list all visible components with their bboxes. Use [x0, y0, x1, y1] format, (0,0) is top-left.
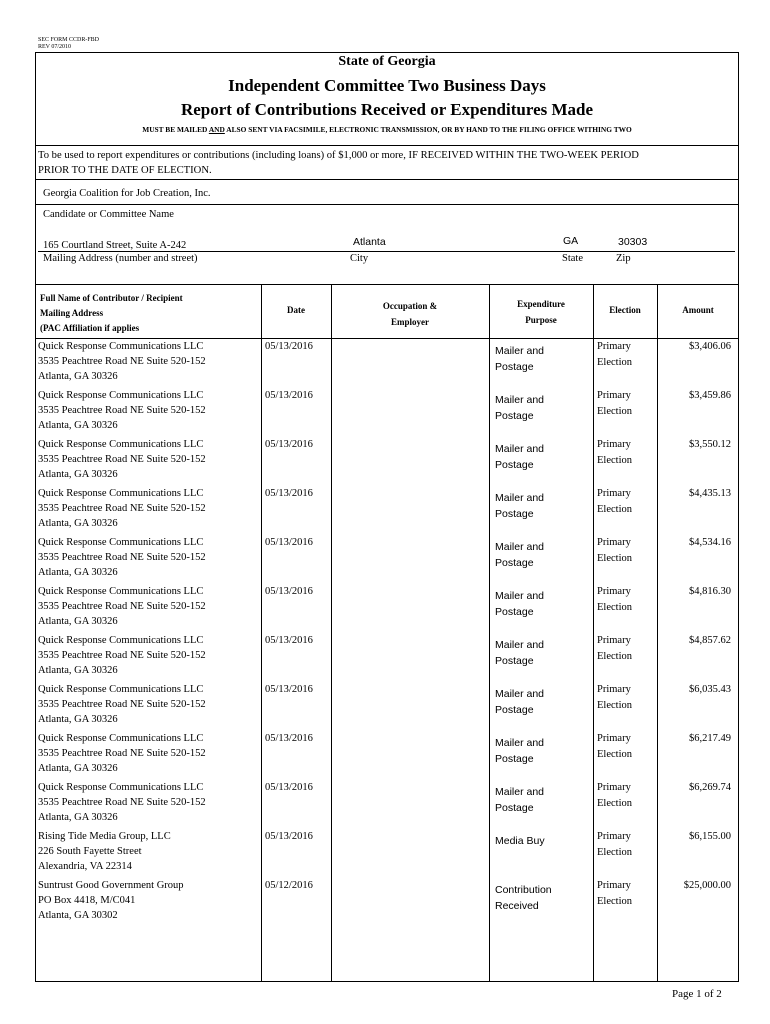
expenditure-purpose-1: Contribution	[495, 884, 552, 896]
expenditure-purpose-2: Postage	[495, 459, 534, 471]
notice-post: ALSO SENT VIA FACSIMILE, ELECTRONIC TRANSMISSION, OR BY HAND TO THE FILING OFFICE WITHING TWO	[224, 125, 632, 134]
election-1: Primary	[597, 831, 631, 842]
recipient-address-1: PO Box 4418, M/C041	[38, 895, 136, 906]
recipient-address-1: 3535 Peachtree Road NE Suite 520-152	[38, 503, 206, 514]
expenditure-date: 05/13/2016	[265, 341, 313, 352]
recipient-address-2: Atlanta, GA 30326	[38, 567, 118, 578]
election-1: Primary	[597, 439, 631, 450]
amount: $6,155.00	[689, 831, 731, 842]
expenditure-date: 05/13/2016	[265, 537, 313, 548]
expenditure-date: 05/13/2016	[265, 831, 313, 842]
amount: $6,269.74	[689, 782, 731, 793]
table-row	[35, 633, 739, 682]
mailing-street: 165 Courtland Street, Suite A-242	[43, 240, 187, 251]
recipient-name: Quick Response Communications LLC	[38, 488, 204, 499]
recipient-address-2: Atlanta, GA 30326	[38, 812, 118, 823]
expenditure-purpose-2: Postage	[495, 557, 534, 569]
table-row	[35, 437, 739, 486]
amount: $3,550.12	[689, 439, 731, 450]
header-election: Election	[609, 305, 641, 315]
header-contributor-line1: Full Name of Contributor / Recipient	[40, 293, 183, 303]
recipient-address-2: Atlanta, GA 30326	[38, 665, 118, 676]
header-contributor-line3: (PAC Affiliation if applies	[40, 323, 140, 333]
expenditure-purpose-2: Postage	[495, 508, 534, 520]
election-1: Primary	[597, 782, 631, 793]
recipient-name: Quick Response Communications LLC	[38, 439, 204, 450]
expenditure-purpose-1: Mailer and	[495, 590, 545, 602]
recipient-address-1: 3535 Peachtree Road NE Suite 520-152	[38, 552, 206, 563]
table-row	[35, 780, 739, 829]
address-underline	[38, 251, 735, 252]
election-1: Primary	[597, 488, 631, 499]
expenditure-purpose-2: Postage	[495, 606, 534, 618]
notice-pre: MUST BE MAILED	[142, 125, 209, 134]
amount: $3,459.86	[689, 390, 731, 401]
recipient-name: Quick Response Communications LLC	[38, 635, 204, 646]
divider	[35, 145, 739, 146]
election-1: Primary	[597, 880, 631, 891]
header-occupation-line1: Occupation &	[382, 301, 438, 311]
recipient-address-1: 3535 Peachtree Road NE Suite 520-152	[38, 601, 206, 612]
election-1: Primary	[597, 537, 631, 548]
recipient-name: Quick Response Communications LLC	[38, 586, 204, 597]
header-contributor	[40, 291, 183, 336]
expenditure-purpose-1: Mailer and	[495, 688, 545, 700]
amount: $6,217.49	[689, 733, 731, 744]
amount: $25,000.00	[683, 880, 731, 891]
form-id-line1: SEC FORM CCDR-FBD	[38, 37, 100, 43]
expenditure-date: 05/13/2016	[265, 684, 313, 695]
amount: $4,816.30	[689, 586, 731, 597]
form-id-line2: REV 07/2010	[38, 44, 72, 50]
form-title-2: Report of Contributions Received or Expenditures Made	[180, 100, 594, 119]
header-occupation-line2: Employer	[391, 317, 429, 327]
divider	[35, 179, 739, 180]
recipient-address-1: 3535 Peachtree Road NE Suite 520-152	[38, 405, 206, 416]
recipient-address-2: Atlanta, GA 30326	[38, 469, 118, 480]
expenditure-purpose-1: Media Buy	[495, 835, 545, 847]
expenditure-date: 05/13/2016	[265, 586, 313, 597]
filing-notice	[35, 125, 739, 134]
election-2: Election	[597, 847, 632, 858]
election-2: Election	[597, 651, 632, 662]
recipient-address-1: 3535 Peachtree Road NE Suite 520-152	[38, 650, 206, 661]
expenditure-purpose-1: Mailer and	[495, 492, 545, 504]
purpose-line-2: PRIOR TO THE DATE OF ELECTION.	[38, 165, 212, 176]
election-1: Primary	[597, 684, 631, 695]
expenditure-purpose-1: Mailer and	[495, 394, 545, 406]
mailing-zip: 30303	[618, 236, 648, 248]
election-2: Election	[597, 504, 632, 515]
amount: $4,534.16	[689, 537, 731, 548]
expenditure-date: 05/13/2016	[265, 488, 313, 499]
expenditure-date: 05/12/2016	[265, 880, 313, 891]
committee-name-label: Candidate or Committee Name	[43, 209, 174, 220]
form-title-1: Independent Committee Two Business Days	[228, 76, 546, 95]
recipient-name: Quick Response Communications LLC	[38, 537, 204, 548]
recipient-name: Quick Response Communications LLC	[38, 390, 204, 401]
table-row	[35, 682, 739, 731]
expenditure-purpose-2: Postage	[495, 704, 534, 716]
recipient-name: Quick Response Communications LLC	[38, 782, 204, 793]
recipient-address-1: 3535 Peachtree Road NE Suite 520-152	[38, 699, 206, 710]
mailing-state-label: State	[562, 253, 583, 264]
expenditure-purpose-1: Mailer and	[495, 737, 545, 749]
recipient-address-1: 226 South Fayette Street	[38, 846, 142, 857]
recipient-address-2: Atlanta, GA 30302	[38, 910, 118, 921]
table-row	[35, 535, 739, 584]
election-2: Election	[597, 357, 632, 368]
election-2: Election	[597, 602, 632, 613]
header-purpose-line2: Purpose	[525, 315, 557, 325]
recipient-address-1: 3535 Peachtree Road NE Suite 520-152	[38, 454, 206, 465]
recipient-address-1: 3535 Peachtree Road NE Suite 520-152	[38, 356, 206, 367]
election-2: Election	[597, 700, 632, 711]
recipient-address-2: Atlanta, GA 30326	[38, 616, 118, 627]
header-occupation	[331, 298, 489, 330]
mailing-street-label: Mailing Address (number and street)	[43, 253, 198, 264]
header-amount: Amount	[682, 305, 714, 315]
committee-name: Georgia Coalition for Job Creation, Inc.	[43, 188, 211, 199]
purpose-line-1: To be used to report expenditures or contributions (including loans) of $1,000 or more, IF RECEIVED WITHIN THE TWO-WEEK PERIOD	[38, 150, 639, 161]
notice-and: AND	[208, 125, 225, 134]
header-purpose-line1: Expenditure	[517, 299, 565, 309]
recipient-address-2: Atlanta, GA 30326	[38, 371, 118, 382]
expenditure-purpose-2: Postage	[495, 410, 534, 422]
expenditure-purpose-2: Postage	[495, 655, 534, 667]
amount: $3,406.06	[689, 341, 731, 352]
election-2: Election	[597, 553, 632, 564]
election-1: Primary	[597, 341, 631, 352]
mailing-city: Atlanta	[353, 236, 386, 248]
page-number: Page 1 of 2	[672, 988, 722, 1000]
table-row	[35, 584, 739, 633]
election-2: Election	[597, 406, 632, 417]
header-date: Date	[287, 305, 305, 315]
election-1: Primary	[597, 586, 631, 597]
expenditure-purpose-1: Mailer and	[495, 443, 545, 455]
recipient-name: Quick Response Communications LLC	[38, 341, 204, 352]
expenditure-date: 05/13/2016	[265, 635, 313, 646]
recipient-name: Quick Response Communications LLC	[38, 733, 204, 744]
table-row	[35, 388, 739, 437]
expenditure-purpose-2: Received	[495, 900, 539, 912]
recipient-address-2: Atlanta, GA 30326	[38, 518, 118, 529]
expenditure-purpose-1: Mailer and	[495, 639, 545, 651]
table-row	[35, 339, 739, 388]
election-1: Primary	[597, 390, 631, 401]
amount: $4,435.13	[689, 488, 731, 499]
expenditure-date: 05/13/2016	[265, 439, 313, 450]
election-1: Primary	[597, 733, 631, 744]
election-2: Election	[597, 455, 632, 466]
table-row	[35, 486, 739, 535]
state-title: State of Georgia	[338, 54, 436, 69]
expenditure-purpose-1: Mailer and	[495, 786, 545, 798]
amount: $4,857.62	[689, 635, 731, 646]
expenditure-purpose-2: Postage	[495, 802, 534, 814]
expenditure-purpose-2: Postage	[495, 753, 534, 765]
recipient-address-2: Atlanta, GA 30326	[38, 763, 118, 774]
recipient-address-2: Atlanta, GA 30326	[38, 714, 118, 725]
divider	[35, 284, 739, 285]
recipient-address-2: Atlanta, GA 30326	[38, 420, 118, 431]
expenditure-date: 05/13/2016	[265, 733, 313, 744]
expenditure-purpose-1: Mailer and	[495, 345, 545, 357]
mailing-zip-label: Zip	[616, 253, 631, 264]
form-id	[38, 37, 99, 51]
header-purpose	[489, 296, 593, 328]
recipient-name: Suntrust Good Government Group	[38, 880, 184, 891]
mailing-city-label: City	[350, 253, 369, 264]
table-row	[35, 731, 739, 780]
table-row	[35, 829, 739, 878]
expenditure-purpose-1: Mailer and	[495, 541, 545, 553]
election-1: Primary	[597, 635, 631, 646]
header-contributor-line2: Mailing Address	[40, 308, 104, 318]
expenditure-date: 05/13/2016	[265, 390, 313, 401]
recipient-address-2: Alexandria, VA 22314	[38, 861, 132, 872]
recipient-address-1: 3535 Peachtree Road NE Suite 520-152	[38, 797, 206, 808]
election-2: Election	[597, 896, 632, 907]
amount: $6,035.43	[689, 684, 731, 695]
expenditure-date: 05/13/2016	[265, 782, 313, 793]
mailing-state: GA	[563, 235, 579, 247]
recipient-name: Quick Response Communications LLC	[38, 684, 204, 695]
expenditure-purpose-2: Postage	[495, 361, 534, 373]
recipient-name: Rising Tide Media Group, LLC	[38, 831, 171, 842]
purpose-text	[38, 148, 738, 178]
recipient-address-1: 3535 Peachtree Road NE Suite 520-152	[38, 748, 206, 759]
divider	[35, 204, 739, 205]
table-row	[35, 878, 739, 927]
election-2: Election	[597, 749, 632, 760]
election-2: Election	[597, 798, 632, 809]
